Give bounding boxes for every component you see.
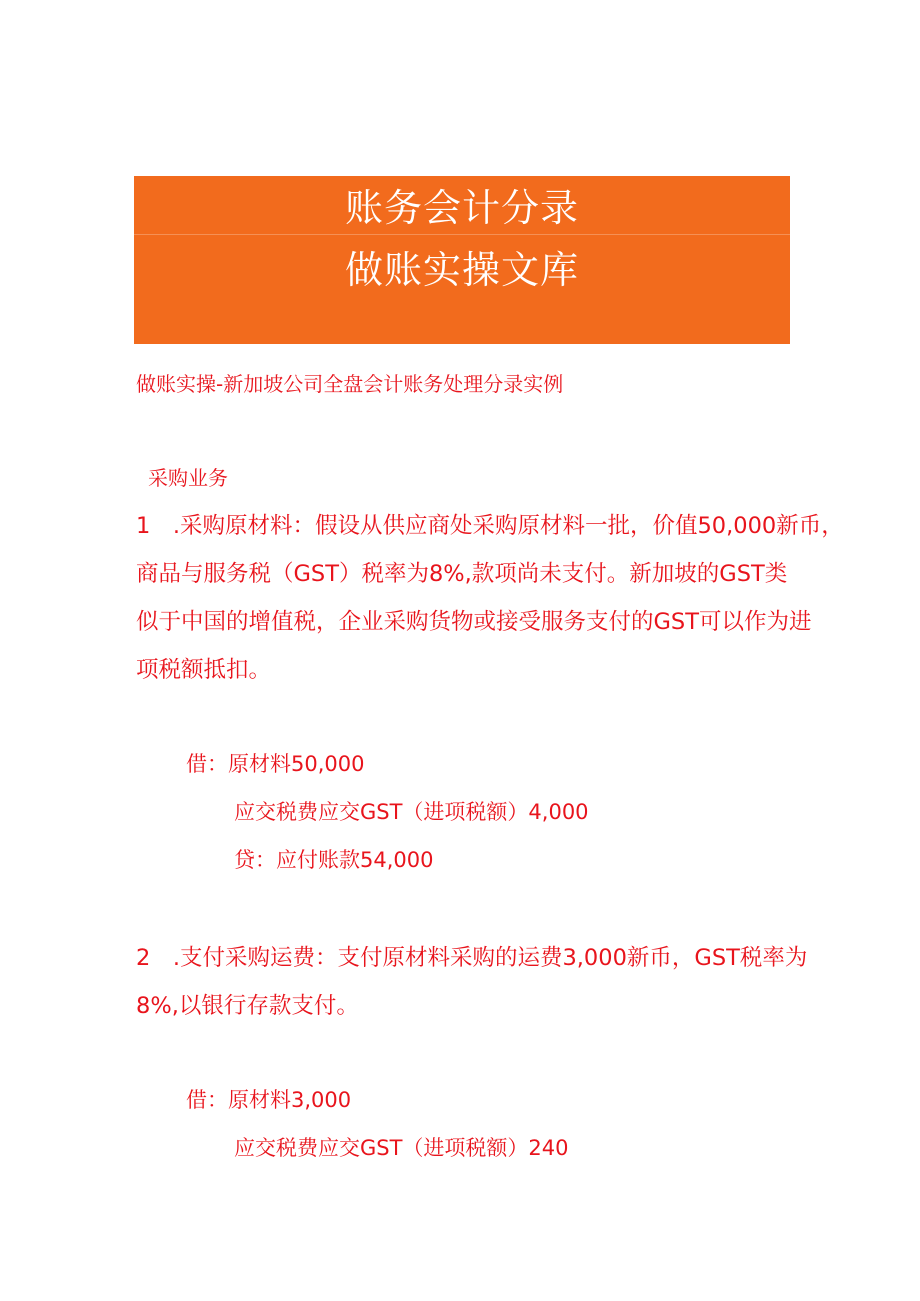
item1-line1: 1 .采购原材料：假设从供应商处采购原材料一批，价值50,000新币， — [136, 513, 844, 539]
item1-debit-entry: 借：原材料50,000 — [186, 752, 365, 776]
section-heading: 采购业务 — [148, 466, 228, 490]
title-banner — [134, 176, 790, 344]
item1-line4: 项税额抵扣。 — [136, 657, 272, 683]
item2-line1: 2 .支付采购运费：支付原材料采购的运费3,000新币，GST税率为 — [136, 945, 808, 971]
banner-divider — [134, 234, 790, 235]
item2-debit-entry: 借：原材料3,000 — [186, 1088, 352, 1112]
item1-credit-entry: 贷：应付账款54,000 — [234, 848, 434, 872]
item2-line2: 8%,以银行存款支付。 — [136, 993, 359, 1019]
document-subtitle: 做账实操-新加坡公司全盘会计账务处理分录实例 — [136, 372, 564, 396]
item1-line2: 商品与服务税（GST）税率为8%,款项尚未支付。新加坡的GST类 — [136, 561, 788, 587]
item2-tax-entry: 应交税费应交GST（进项税额）240 — [234, 1136, 569, 1160]
item1-tax-entry: 应交税费应交GST（进项税额）4,000 — [234, 800, 589, 824]
item1-line3: 似于中国的增值税，企业采购货物或接受服务支付的GST可以作为进 — [136, 609, 812, 635]
banner-title-line1: 账务会计分录 — [344, 186, 579, 230]
banner-title-line2: 做账实操文库 — [344, 248, 579, 292]
